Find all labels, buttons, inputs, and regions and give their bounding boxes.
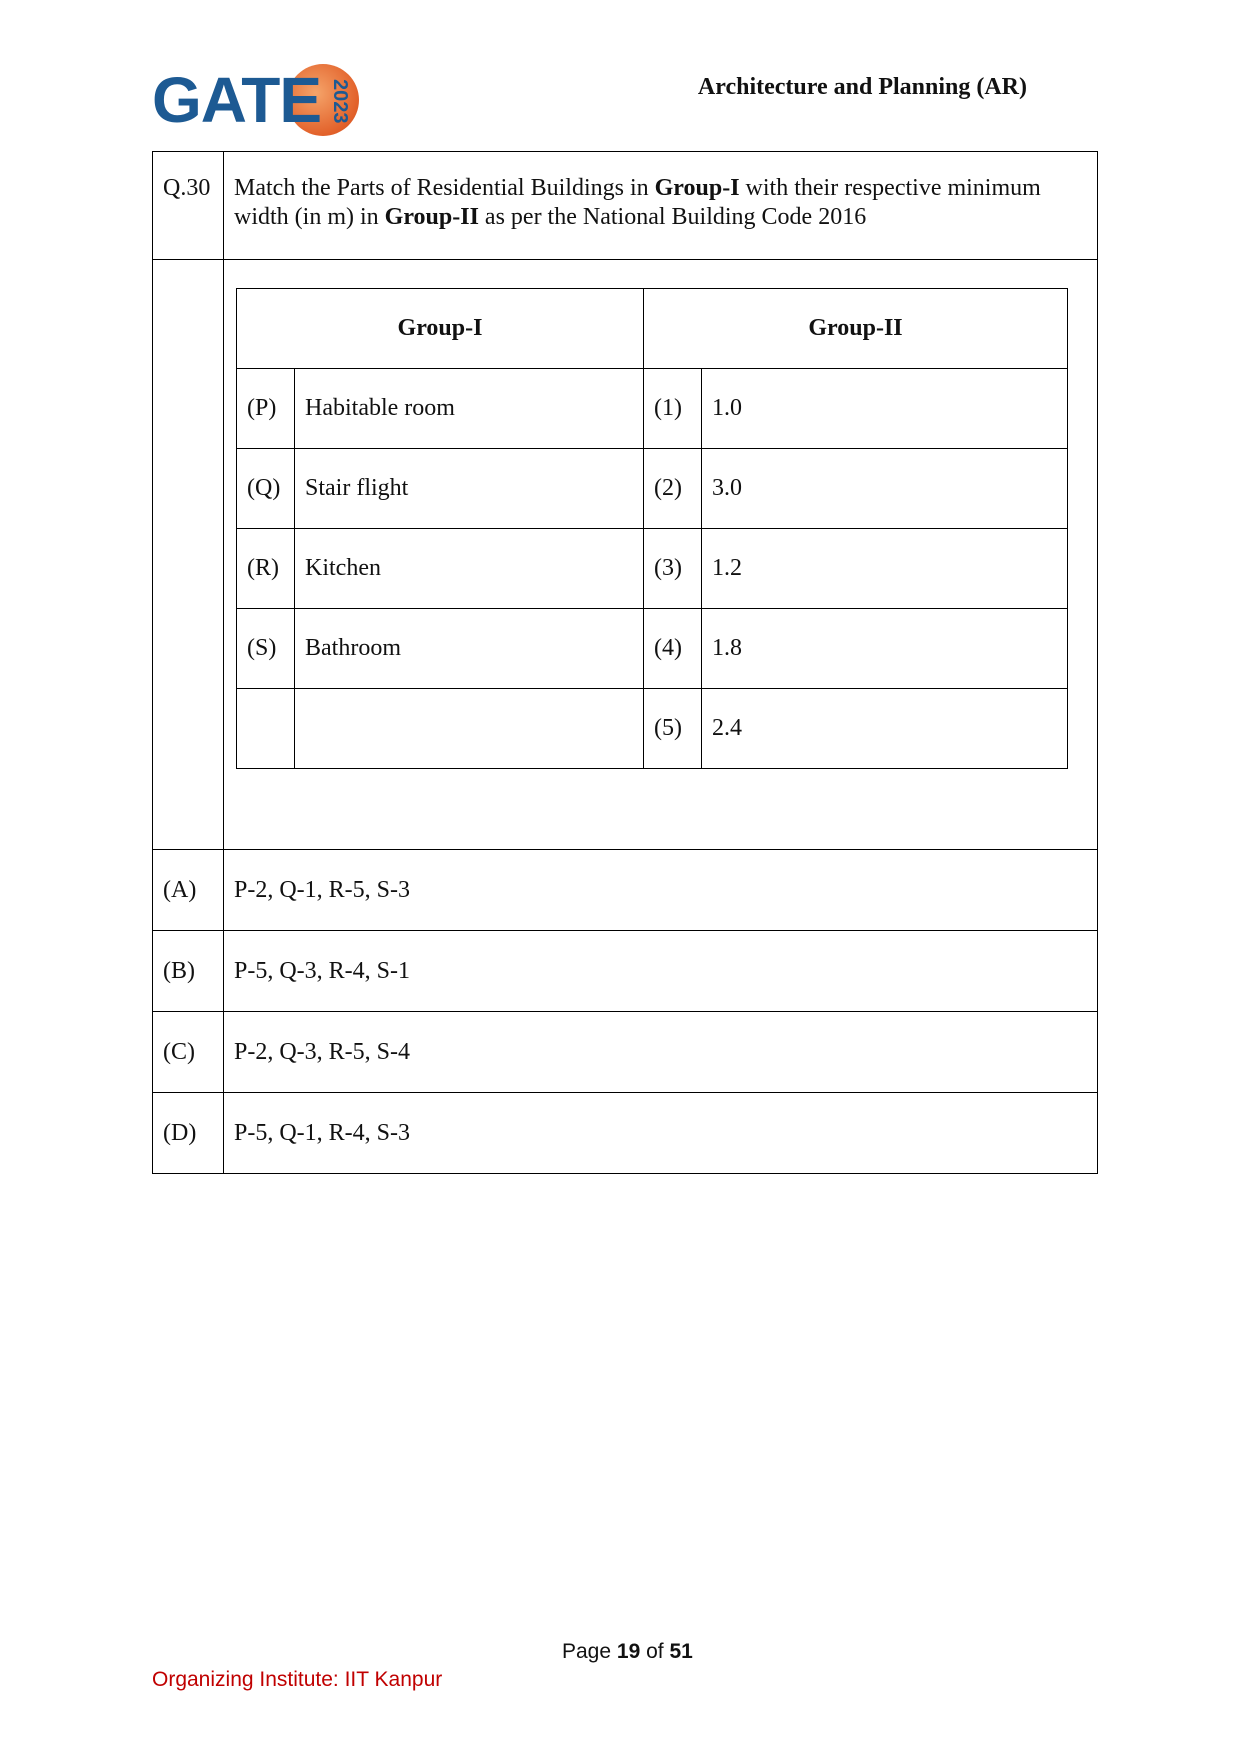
group2-value: 2.4 xyxy=(702,689,1068,769)
question-number: Q.30 xyxy=(153,152,224,260)
option-text: P-5, Q-3, R-4, S-1 xyxy=(224,931,1098,1012)
question-text-part3: as per the National Building Code 2016 xyxy=(478,204,867,230)
option-row-a[interactable] xyxy=(153,850,1098,931)
question-row xyxy=(153,152,1098,260)
question-text-bold1: Group-I xyxy=(654,175,740,201)
page-current: 19 xyxy=(616,1640,641,1663)
match-table-row xyxy=(237,369,1068,449)
group2-value: 3.0 xyxy=(702,449,1068,529)
match-row-label xyxy=(153,260,224,850)
match-cell xyxy=(224,260,1098,850)
option-label: (D) xyxy=(153,1093,224,1174)
group2-value: 1.2 xyxy=(702,529,1068,609)
group1-header: Group-I xyxy=(237,289,644,369)
page-mid: of xyxy=(640,1640,670,1663)
group1-value: Kitchen xyxy=(295,529,644,609)
match-header-row xyxy=(237,289,1068,369)
page-total: 51 xyxy=(669,1640,693,1663)
group1-value xyxy=(295,689,644,769)
option-text: P-2, Q-3, R-5, S-4 xyxy=(224,1012,1098,1093)
option-label: (A) xyxy=(153,850,224,931)
gate-logo xyxy=(152,60,364,140)
group2-key: (2) xyxy=(644,449,702,529)
question-text-bold2: Group-II xyxy=(384,204,479,230)
match-table-row xyxy=(237,449,1068,529)
group1-value: Bathroom xyxy=(295,609,644,689)
match-row xyxy=(153,260,1098,850)
question-text xyxy=(224,152,1098,260)
option-label: (C) xyxy=(153,1012,224,1093)
organizer-text: Organizing Institute: IIT Kanpur xyxy=(152,1668,443,1691)
option-label: (B) xyxy=(153,931,224,1012)
option-text: P-2, Q-1, R-5, S-3 xyxy=(224,850,1098,931)
group2-key: (4) xyxy=(644,609,702,689)
question-table xyxy=(152,151,1098,1174)
group2-value: 1.8 xyxy=(702,609,1068,689)
page-prefix: Page xyxy=(562,1640,617,1663)
group2-key: (5) xyxy=(644,689,702,769)
group2-header: Group-II xyxy=(644,289,1068,369)
option-row-d[interactable] xyxy=(153,1093,1098,1174)
group1-key xyxy=(237,689,295,769)
match-table-row xyxy=(237,529,1068,609)
question-text-part2: with their respective minimum width (in m) in xyxy=(234,175,1041,230)
group1-key: (Q) xyxy=(237,449,295,529)
match-table-row xyxy=(237,609,1068,689)
match-table-row xyxy=(237,689,1068,769)
subject-title: Architecture and Planning (AR) xyxy=(697,74,1027,100)
option-text: P-5, Q-1, R-4, S-3 xyxy=(224,1093,1098,1174)
page-number xyxy=(562,1640,693,1664)
group2-value: 1.0 xyxy=(702,369,1068,449)
group1-key: (P) xyxy=(237,369,295,449)
logo-text: GATE xyxy=(152,64,322,136)
question-text-part1: Match the Parts of Residential Buildings in xyxy=(234,175,655,201)
group1-key: (S) xyxy=(237,609,295,689)
logo-year: 2023 xyxy=(329,78,351,124)
group2-key: (1) xyxy=(644,369,702,449)
group1-key: (R) xyxy=(237,529,295,609)
option-row-c[interactable] xyxy=(153,1012,1098,1093)
match-table xyxy=(236,288,1068,769)
group1-value: Habitable room xyxy=(295,369,644,449)
group2-key: (3) xyxy=(644,529,702,609)
option-row-b[interactable] xyxy=(153,931,1098,1012)
group1-value: Stair flight xyxy=(295,449,644,529)
